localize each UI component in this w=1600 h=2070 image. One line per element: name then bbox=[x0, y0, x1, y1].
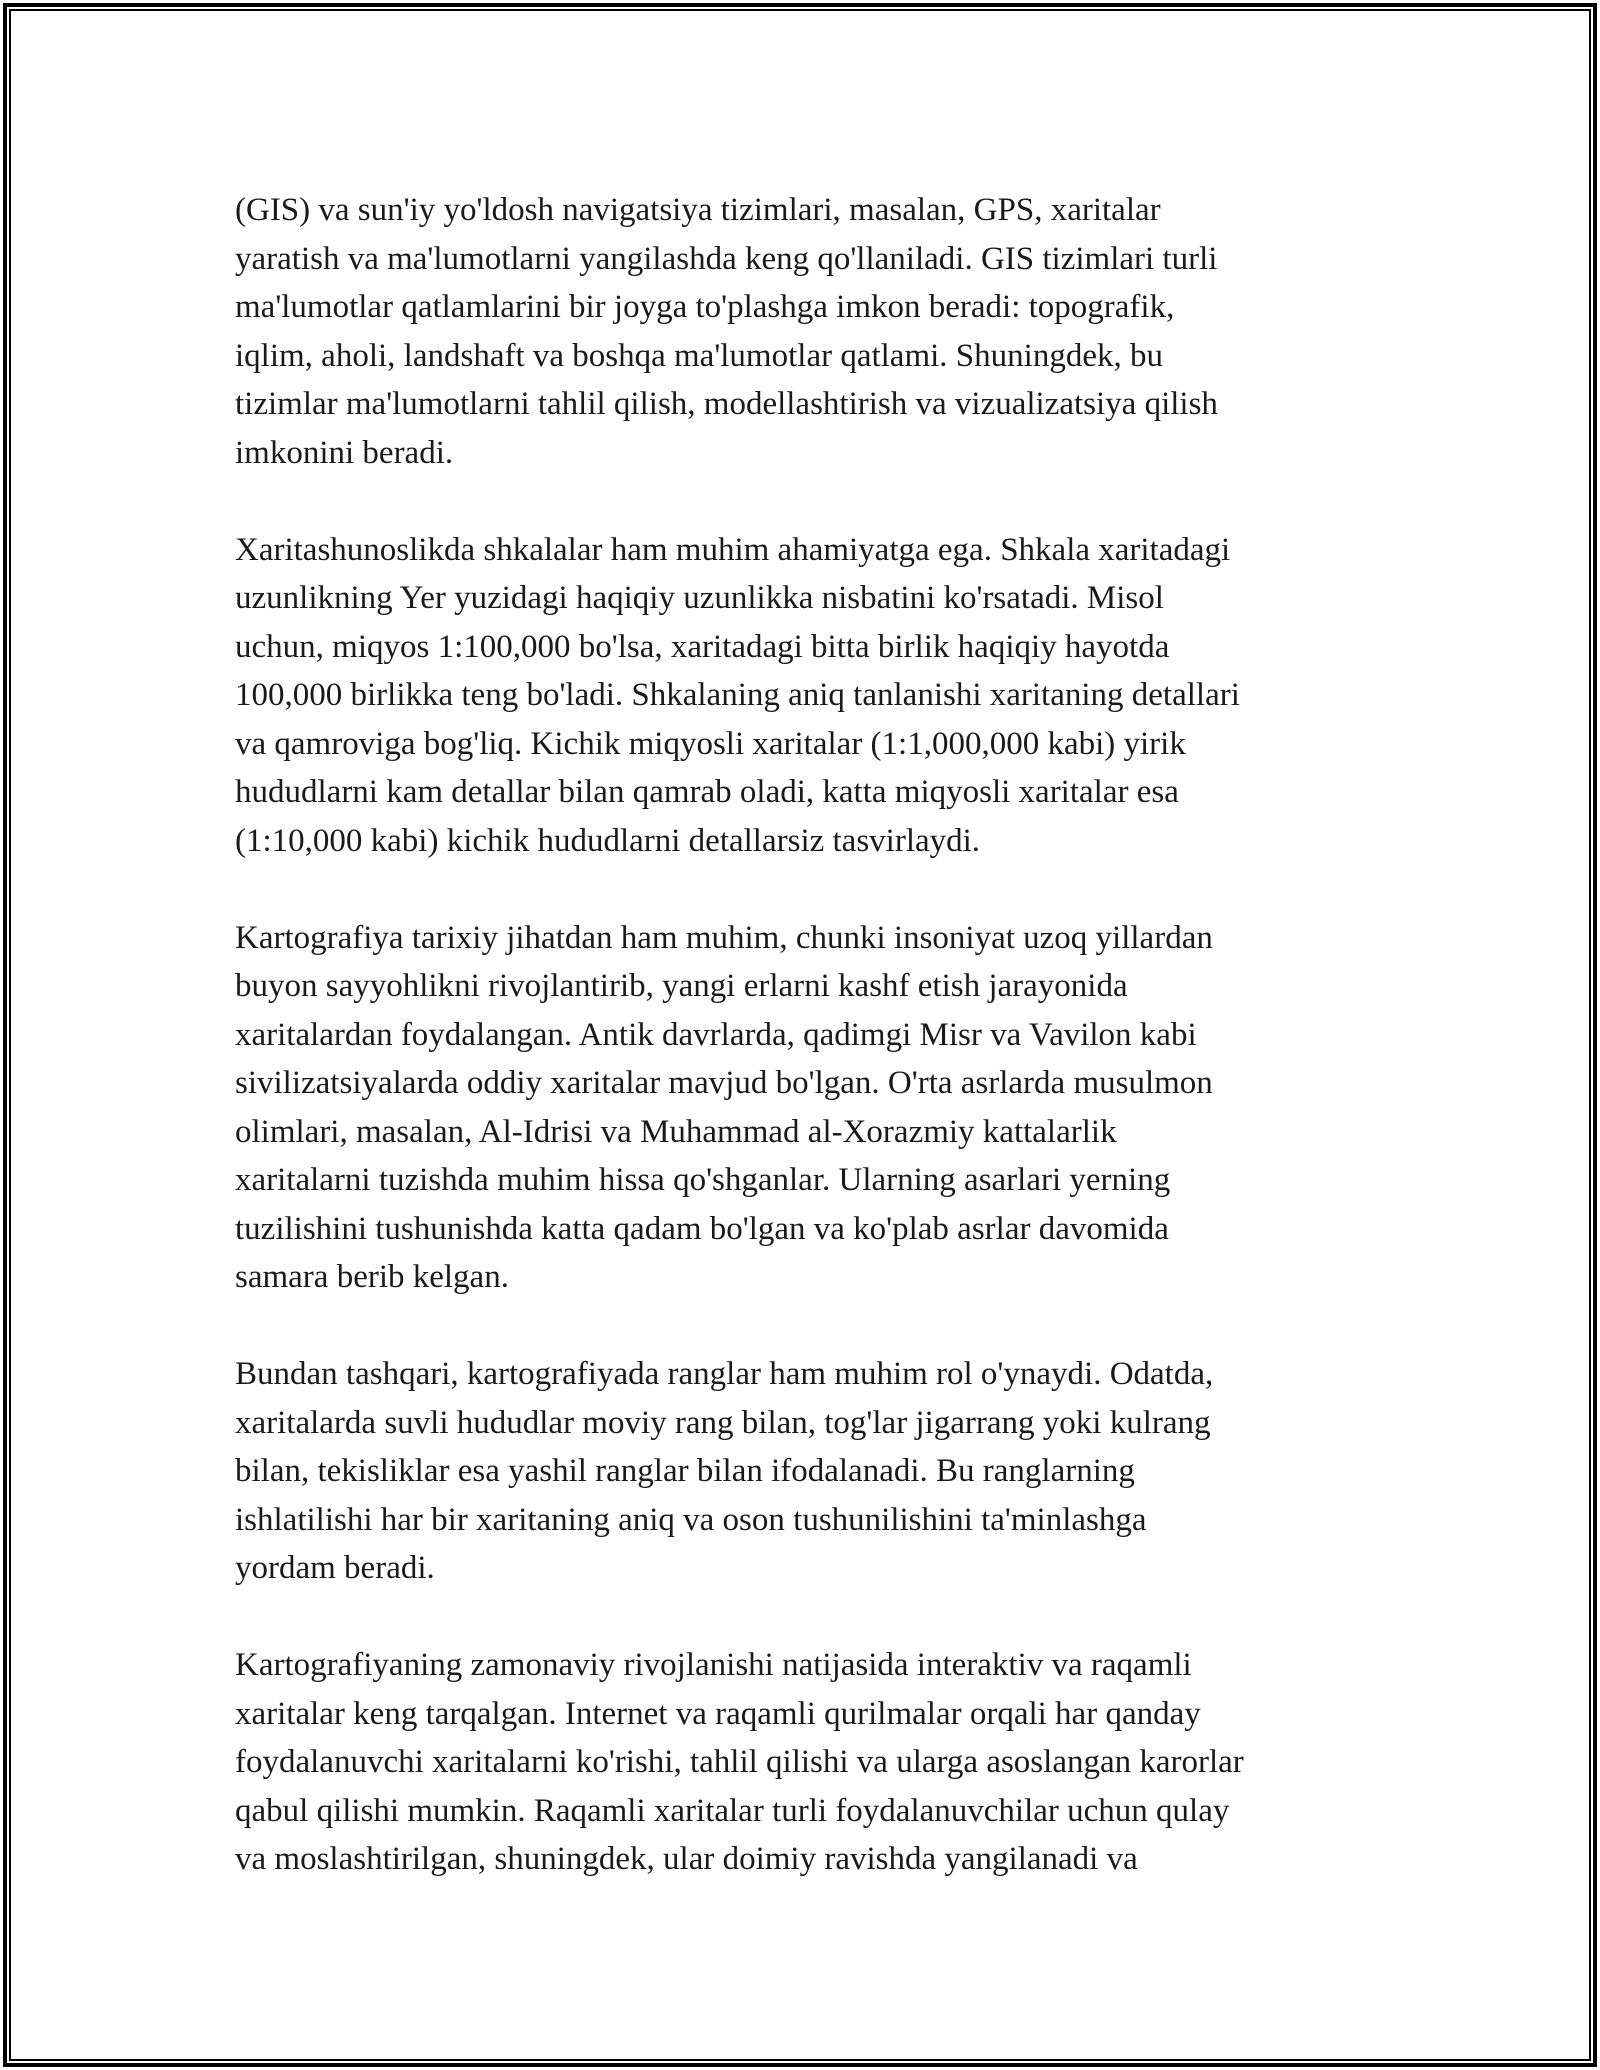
text-line: ishlatilishi har bir xaritaning aniq va oson tushunilishini ta'minlashga bbox=[235, 1501, 1147, 1538]
text-line: uchun, miqyos 1:100,000 bo'lsa, xaritadagi bitta birlik haqiqiy hayotda bbox=[235, 628, 1170, 665]
text-line: Xaritashunoslikda shkalalar ham muhim ahamiyatga ega. Shkala xaritadagi bbox=[235, 531, 1231, 568]
text-line: samara berib kelgan. bbox=[235, 1259, 509, 1295]
text-line: yaratish va ma'lumotlarni yangilashda keng qo'llaniladi. GIS tizimlari turli bbox=[235, 240, 1218, 277]
text-line: tizimlar ma'lumotlarni tahlil qilish, modellashtirish va vizualizatsiya qilish bbox=[235, 386, 1218, 422]
text-line: va qamroviga bog'liq. Kichik miqyosli xaritalar (1:1,000,000 kabi) yirik bbox=[235, 725, 1186, 762]
text-line: Bundan tashqari, kartografiyada ranglar ham muhim rol o'ynaydi. Odatda, bbox=[235, 1356, 1214, 1392]
paragraph-history bbox=[235, 914, 1365, 1302]
text-line: xaritalarda suvli hududlar moviy rang bilan, tog'lar jigarrang yoki kulrang bbox=[235, 1404, 1211, 1441]
text-line: tuzilishini tushunishda katta qadam bo'lgan va ko'plab asrlar davomida bbox=[235, 1210, 1169, 1247]
text-line: buyon sayyohlikni rivojlantirib, yangi erlarni kashf etish jarayonida bbox=[235, 968, 1128, 1004]
text-line: Kartografiya tarixiy jihatdan ham muhim, chunki insoniyat uzoq yillardan bbox=[235, 919, 1213, 956]
text-line: Kartografiyaning zamonaviy rivojlanishi natijasida interaktiv va raqamli bbox=[235, 1647, 1192, 1683]
text-line: bilan, tekisliklar esa yashil ranglar bilan ifodalanadi. Bu ranglarning bbox=[235, 1453, 1135, 1489]
text-line: sivilizatsiyalarda oddiy xaritalar mavjud bo'lgan. O'rta asrlarda musulmon bbox=[235, 1065, 1213, 1101]
text-line: olimlari, masalan, Al-Idrisi va Muhammad al-Xorazmiy kattalarlik bbox=[235, 1113, 1117, 1150]
paragraph-colors bbox=[235, 1350, 1365, 1593]
text-line: yordam beradi. bbox=[235, 1550, 435, 1586]
text-line: xaritalardan foydalangan. Antik davrlarda, qadimgi Misr va Vavilon kabi bbox=[235, 1016, 1197, 1053]
text-line: xaritalar keng tarqalgan. Internet va raqamli qurilmalar orqali har qanday bbox=[235, 1695, 1201, 1732]
text-line: (GIS) va sun'iy yo'ldosh navigatsiya tizimlari, masalan, GPS, xaritalar bbox=[235, 192, 1161, 228]
text-line: (1:10,000 kabi) kichik hududlarni detallarsiz tasvirlaydi. bbox=[235, 822, 981, 859]
paragraph-gis bbox=[235, 186, 1365, 477]
text-line: 100,000 birlikka teng bo'ladi. Shkalaning aniq tanlanishi xaritaning detallari bbox=[235, 677, 1240, 713]
text-line: qabul qilishi mumkin. Raqamli xaritalar turli foydalanuvchilar uchun qulay bbox=[235, 1792, 1230, 1829]
paragraph-digital-maps bbox=[235, 1641, 1365, 1884]
text-line: va moslashtirilgan, shuningdek, ular doimiy ravishda yangilanadi va bbox=[235, 1841, 1138, 1877]
document-body bbox=[235, 186, 1365, 1932]
text-line: ma'lumotlar qatlamlarini bir joyga to'plashga imkon beradi: topografik, bbox=[235, 289, 1175, 325]
text-line: xaritalarni tuzishda muhim hissa qo'shganlar. Ularning asarlari yerning bbox=[235, 1162, 1171, 1198]
text-line: foydalanuvchi xaritalarni ko'rishi, tahlil qilishi va ularga asoslangan karorlar bbox=[235, 1744, 1244, 1780]
text-line: iqlim, aholi, landshaft va boshqa ma'lumotlar qatlami. Shuningdek, bu bbox=[235, 337, 1163, 374]
text-line: imkonini beradi. bbox=[235, 434, 454, 471]
text-line: hududlarni kam detallar bilan qamrab oladi, katta miqyosli xaritalar esa bbox=[235, 774, 1179, 810]
text-line: uzunlikning Yer yuzidagi haqiqiy uzunlikka nisbatini ko'rsatadi. Misol bbox=[235, 580, 1164, 616]
paragraph-scales bbox=[235, 526, 1365, 866]
